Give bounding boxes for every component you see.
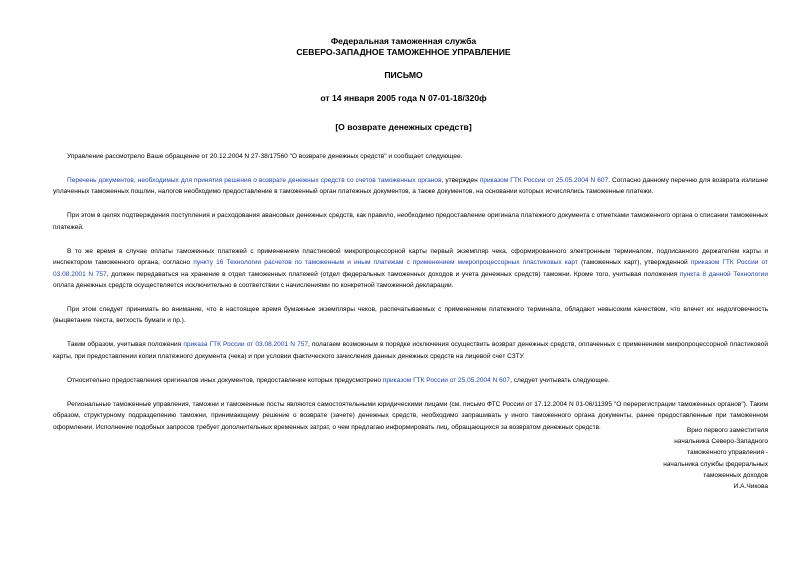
link-order-607[interactable]: приказом ГТК России от 25.05.2004 N 607 — [479, 177, 609, 184]
paragraph-text: Региональные таможенные управления, таможни и таможенные посты являются самостоятельными юридическими лицами (см. письмо ФТС России от 17.12.2004 N 01-06/11395 "О перерегистрации таможенных органов"). Таким образом, структурному подразделению таможни, принимающему решение о возврате (зачете) денежных средств, необходимо запрашивать у иного таможенного органа документы, ранее предоставленные при таможенном оформлении. Исполнение подобных запросов требует дополнительных временных затрат, о чем предлагаю информировать лиц, обращающихся за возвратом денежных средств. — [53, 400, 768, 431]
signature-block — [560, 425, 768, 492]
paragraph-5 — [53, 304, 768, 327]
signature-line: начальника службы федеральных — [663, 460, 768, 468]
link-order-607[interactable]: приказом ГТК России от 25.05.2004 N 607 — [382, 376, 511, 384]
paragraph-text: Таким образом, учитывая положения — [67, 341, 184, 349]
signatory-name: И.А.Чикова — [733, 483, 768, 491]
paragraph-text: , должен передаваться на хранение в отдел таможенных платежей (отдел федеральных таможенных доходов и учета денежных средств) таможни. Кроме того, учитывая положения — [106, 270, 680, 278]
paragraph-text: В то же время в случае оплаты таможенных платежей с применением пластиковой микропроцессорной карты первый экземпляр чека, сформированного электронным терминалом, подписанного держателем карты и инспектором таможенного органа, согласно — [53, 247, 768, 267]
paragraph-text: При этом в целях подтверждения поступления и расходования авансовых денежных средств, как правило, необходимо предоставление оригинала платежного документа с отметками таможенного органа о списании таможенных платежей. — [53, 212, 768, 231]
paragraph-text: , полагаем возможным в порядке исключения осуществить возврат денежных средств, оплаченных с применением микропроцессорной пластиковой карты, при предоставлении копии платежного документа (чека) и при условии фактического зачисления данных денежных средств на лицевой счет СЗТУ. — [53, 341, 769, 360]
paragraph-text: (таможенных карт), утвержденной — [577, 259, 691, 267]
document-header — [0, 36, 807, 104]
paragraph-7 — [53, 375, 768, 386]
signature-line: Врио первого заместителя — [686, 427, 768, 434]
link-technology-item-8[interactable]: пункта 8 данной Технологии — [679, 270, 768, 278]
document-type: ПИСЬМО — [384, 70, 423, 80]
link-order-757[interactable]: приказа ГТК России от 03.08.2001 N 757 — [183, 341, 309, 349]
signature-line: начальника Северо-Западного — [674, 438, 768, 446]
link-documents-list[interactable]: Перечень документов, необходимых для принятия решения о возврате денежных средств со счетов таможенных органов — [67, 177, 442, 184]
paragraph-text: Относительно предоставления оригиналов иных документов, предоставление которых предусмотрено — [67, 376, 383, 384]
paragraph-1 — [53, 151, 768, 162]
paragraph-4 — [53, 246, 768, 292]
paragraph-text: Управление рассмотрело Ваше обращение от 20.12.2004 N 27-38/17560 "О возврате денежных средств" и сообщает следующее. — [67, 153, 463, 160]
signature-line: таможенных доходов — [703, 471, 768, 479]
link-order-757[interactable]: приказом ГТК России от 03.08.2001 N 757 — [53, 259, 768, 278]
paragraph-text: оплата денежных средств осуществляется исключительно в соответствии с начислениями по конкретной таможенной декларации. — [53, 282, 454, 290]
paragraph-text: , следует учитывать следующее. — [510, 376, 610, 384]
document-body — [53, 151, 768, 446]
paragraph-text: , утвержден — [441, 177, 480, 184]
department-name: СЕВЕРО-ЗАПАДНОЕ ТАМОЖЕННОЕ УПРАВЛЕНИЕ — [296, 47, 511, 57]
signature-line: таможенного управления - — [687, 449, 768, 457]
document-subject: [О возврате денежных средств] — [335, 122, 472, 132]
agency-name: Федеральная таможенная служба — [330, 36, 477, 46]
paragraph-6 — [53, 339, 768, 362]
paragraph-3 — [53, 210, 768, 233]
link-technology-item-16[interactable]: пункту 16 Технологии расчетов по таможенным и иным платежам с применением микропроцессорных пластиковых карт — [193, 259, 578, 267]
paragraph-2 — [53, 175, 768, 198]
paragraph-text: При этом следует принимать во внимание, что в настоящее время бумажные экземпляры чеков, распечатываемых с применением платежного терминала, обладают невысоким качеством, что влечет их недолговечность (выцветание текста, ветхость бумаги и пр.). — [53, 306, 768, 325]
paragraph-text: . Согласно данному перечню для возврата излишне уплаченных таможенных пошлин, налогов необходимо предоставление в таможенный орган платежных документов, а также документов, на основании которых исчислялись таможенные платежи. — [53, 177, 768, 196]
document-date-number: от 14 января 2005 года N 07-01-18/320ф — [320, 93, 487, 103]
